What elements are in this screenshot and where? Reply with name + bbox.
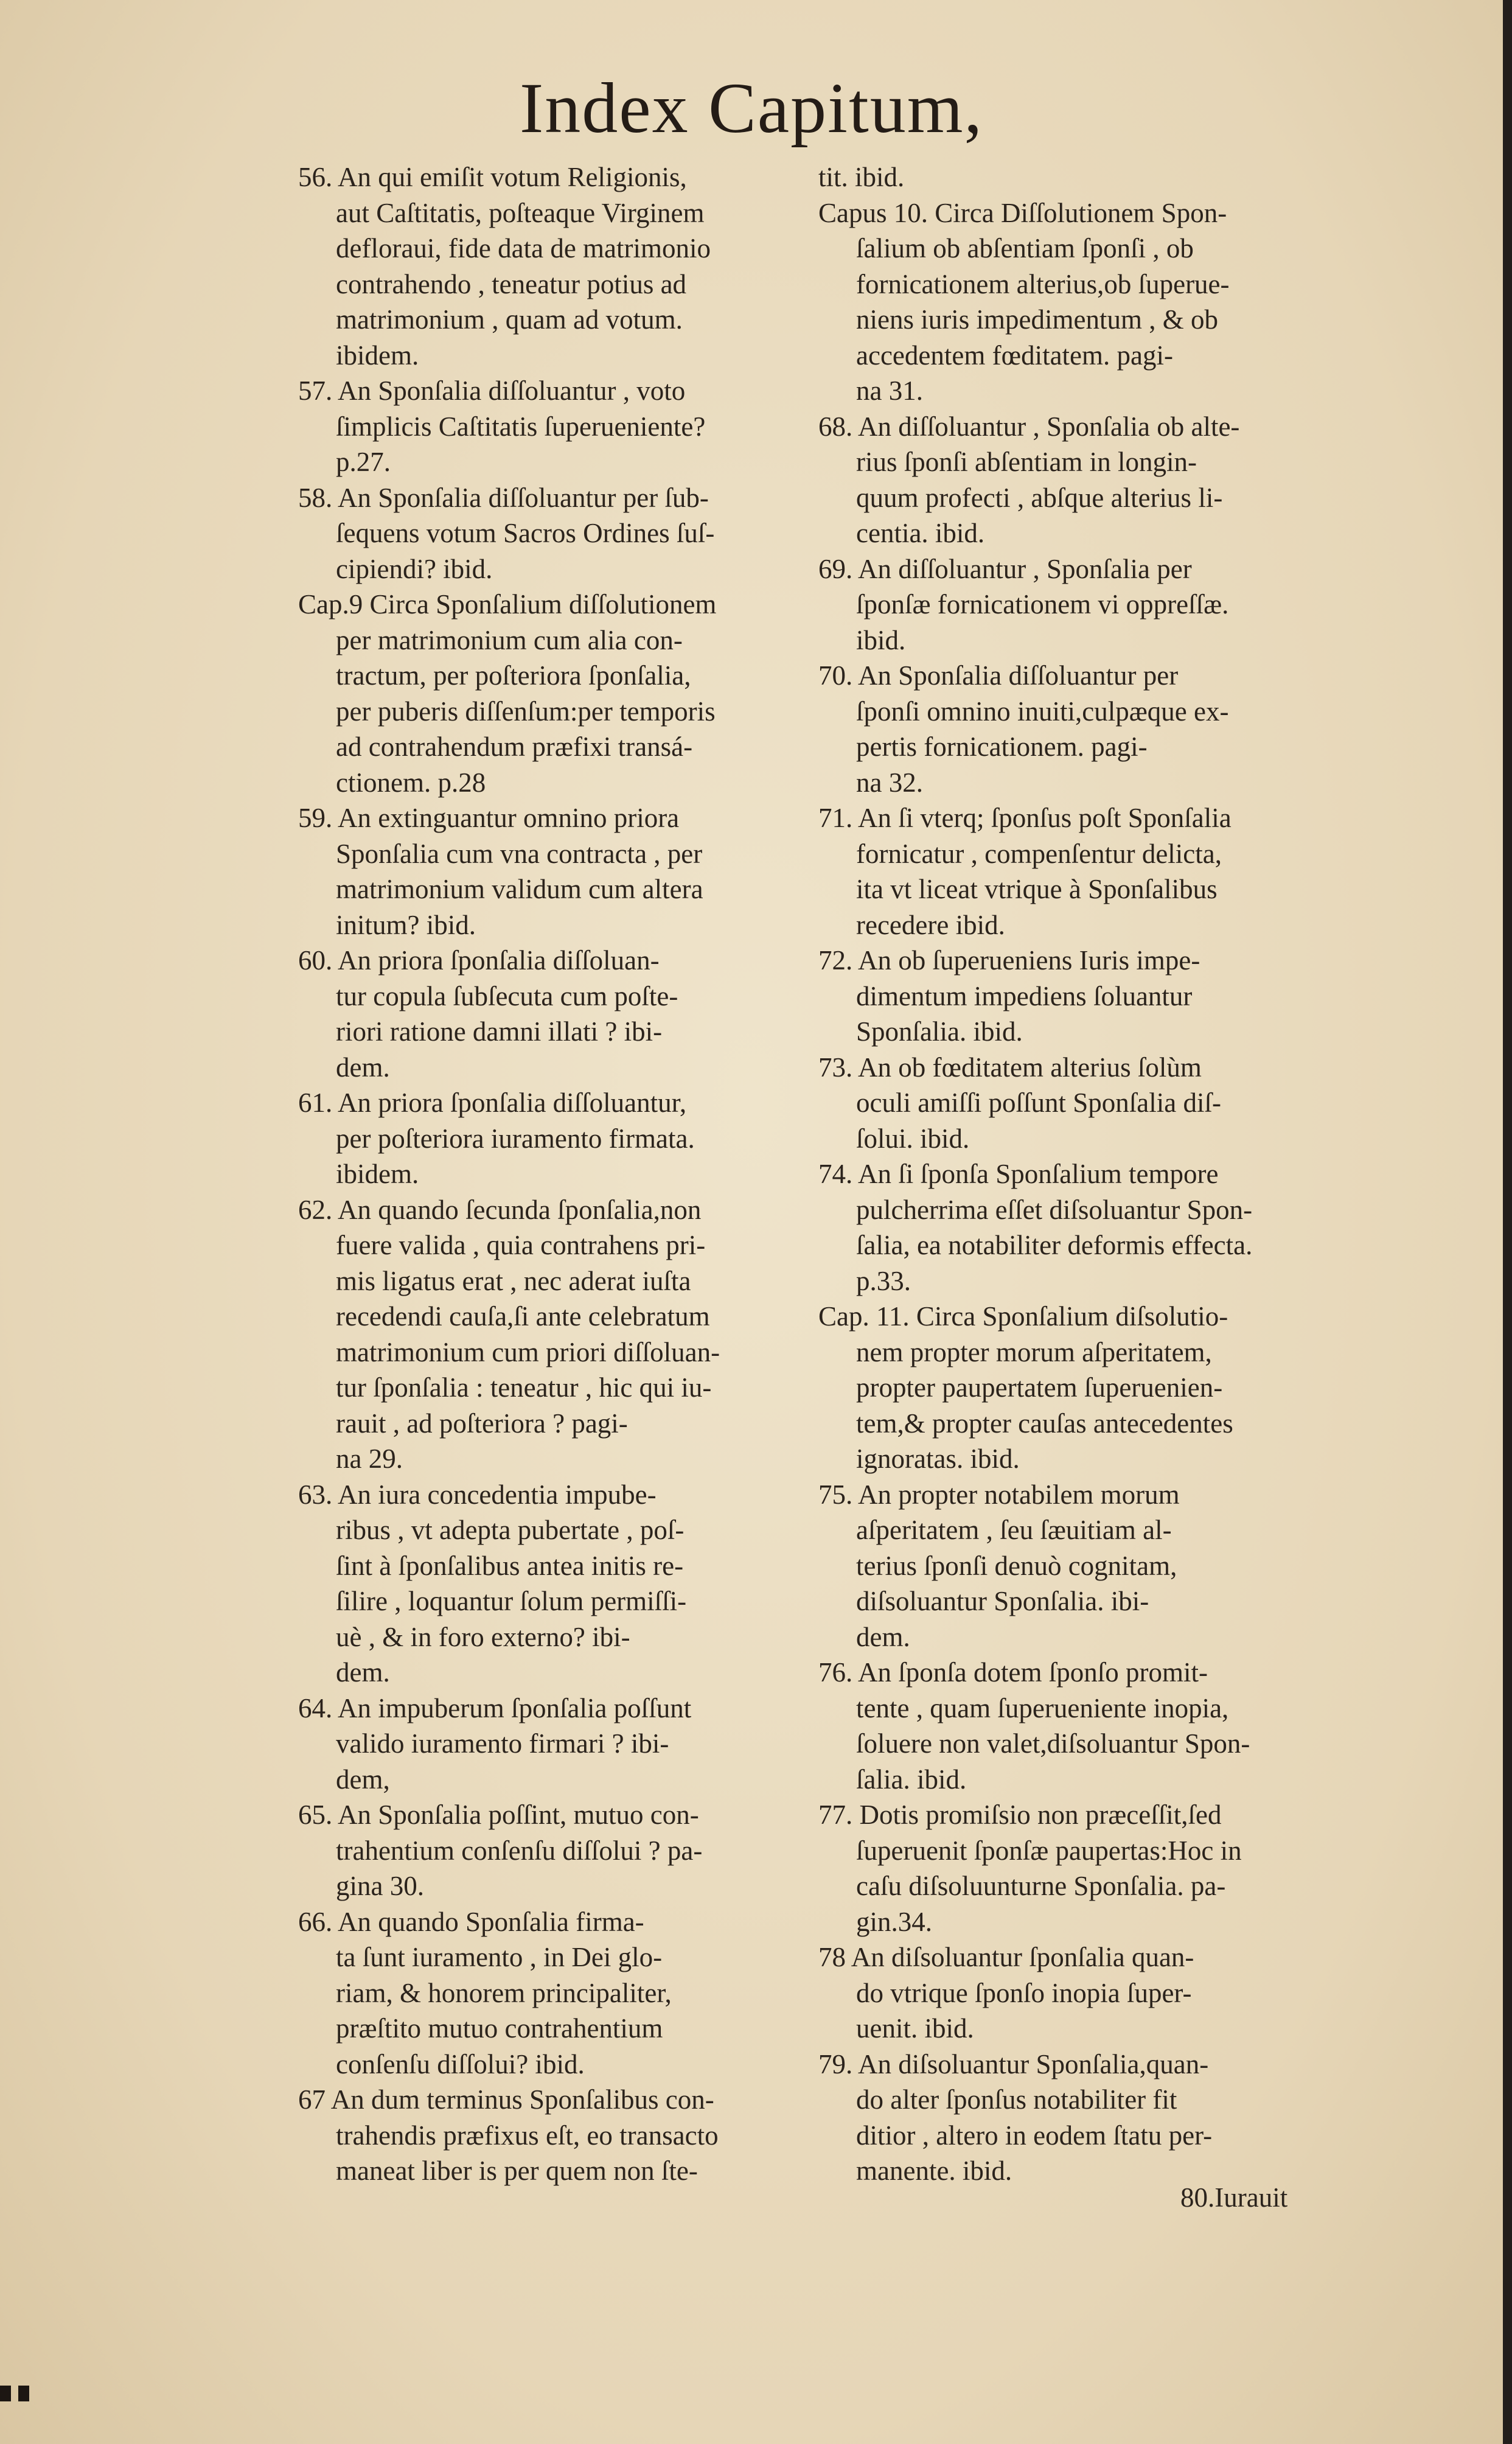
entry-line: 58. An Sponſalia diſſoluantur per ſub-: [298, 482, 709, 513]
index-entry: [818, 1299, 1317, 1477]
entry-line: Sponſalia cum vna contracta , per: [336, 838, 703, 869]
entry-line: oculi amiſſi poſſunt Sponſalia diſ-: [856, 1088, 1221, 1118]
entry-line: 62. An quando ſecunda ſponſalia,non: [298, 1194, 702, 1225]
entry-line: matrimonium , quam ad votum.: [336, 304, 683, 335]
entry-line: matrimonium cum priori diſſoluan-: [336, 1336, 720, 1367]
index-entry: [298, 1477, 834, 1691]
entry-line: 64. An impuberum ſponſalia poſſunt: [298, 1692, 692, 1723]
entry-line: niens iuris impedimentum , & ob: [856, 304, 1218, 335]
index-entry: [298, 800, 834, 943]
entry-line: ta ſunt iuramento , in Dei glo-: [336, 1942, 663, 1972]
entry-line: caſu diſsoluunturne Sponſalia. pa-: [856, 1871, 1226, 1901]
entry-line: quum profecti , abſque alterius li-: [856, 482, 1223, 513]
index-entry: [818, 1797, 1317, 1939]
entry-line: na 31.: [856, 375, 923, 406]
entry-line: ſoluere non valet,diſsoluantur Spon-: [856, 1728, 1250, 1759]
entry-line: pertis fornicationem. pagi-: [856, 731, 1148, 762]
entry-line: 60. An priora ſponſalia diſſoluan-: [298, 945, 660, 976]
entry-line: 78 An diſsoluantur ſponſalia quan-: [818, 1942, 1194, 1972]
entry-line: ſalia, ea notabiliter deformis effecta.: [856, 1230, 1253, 1260]
index-entry: [818, 1477, 1317, 1655]
entry-line: 72. An ob ſuperueniens Iuris impe-: [818, 945, 1200, 976]
index-entry: [298, 1691, 834, 1798]
index-entry: [298, 1085, 834, 1192]
entry-line: defloraui, fide data de matrimonio: [336, 233, 711, 264]
index-entry: [298, 1904, 834, 2083]
entry-line: contrahendo , teneatur potius ad: [336, 268, 687, 299]
entry-line: 61. An priora ſponſalia diſſoluantur,: [298, 1088, 687, 1118]
entry-line: gina 30.: [336, 1871, 424, 1901]
entry-line: 76. An ſponſa dotem ſponſo promit-: [818, 1657, 1208, 1688]
entry-line: initum? ibid.: [336, 909, 476, 940]
index-entry: [298, 480, 834, 587]
entry-line: dem,: [336, 1764, 390, 1795]
binding-mark: [18, 2386, 29, 2401]
entry-line: recedere ibid.: [856, 909, 1005, 940]
entry-line: ſponſæ fornicationem vi oppreſſæ.: [856, 589, 1229, 620]
index-entry: [818, 409, 1317, 551]
index-entry: [818, 943, 1317, 1050]
entry-line: ſalium ob abſentiam ſponſi , ob: [856, 233, 1194, 264]
entry-line: 79. An diſsoluantur Sponſalia,quan-: [818, 2048, 1209, 2079]
entry-line: conſenſu diſſolui? ibid.: [336, 2048, 585, 2079]
entry-line: nem propter morum aſperitatem,: [856, 1336, 1212, 1367]
entry-line: propter paupertatem ſuperuenien-: [856, 1372, 1223, 1403]
index-entry: [298, 1192, 834, 1477]
entry-line: ſolui. ibid.: [856, 1123, 970, 1154]
entry-line: 63. An iura concedentia impube-: [298, 1479, 657, 1510]
entry-line: ibidem.: [336, 1159, 419, 1189]
right-index-column: [818, 159, 1317, 2189]
index-entry: [298, 373, 834, 480]
index-entry: [818, 1050, 1317, 1157]
entry-line: 77. Dotis promiſsio non præceſſit,ſed: [818, 1800, 1222, 1830]
entry-line: tur copula ſubſecuta cum poſte-: [336, 980, 678, 1011]
entry-line: ſuperuenit ſponſæ paupertas:Hoc in: [856, 1835, 1242, 1866]
entry-line: fuere valida , quia contrahens pri-: [336, 1230, 706, 1260]
entry-line: tur ſponſalia : teneatur , hic qui iu-: [336, 1372, 712, 1403]
entry-line: 56. An qui emiſit votum Religionis,: [298, 162, 687, 192]
entry-line: na 29.: [336, 1444, 403, 1474]
entry-line: per puberis diſſenſum:per temporis: [336, 696, 716, 727]
binding-mark: [0, 2386, 11, 2401]
entry-line: dem.: [336, 1657, 390, 1688]
entry-line: 70. An Sponſalia diſſoluantur per: [818, 660, 1179, 691]
entry-line: valido iuramento firmari ? ibi-: [336, 1728, 669, 1759]
index-entry: [818, 800, 1317, 943]
entry-line: ſimplicis Caſtitatis ſuperueniente?: [336, 411, 706, 442]
entry-line: diſsoluantur Sponſalia. ibi-: [856, 1586, 1149, 1616]
entry-line: tente , quam ſuperueniente inopia,: [856, 1692, 1229, 1723]
entry-line: trahendis præfixus eſt, eo transacto: [336, 2120, 719, 2151]
entry-line: 59. An extinguantur omnino priora: [298, 803, 680, 833]
entry-line: 67 An dum terminus Sponſalibus con-: [298, 2084, 714, 2115]
entry-line: p.33.: [856, 1265, 911, 1296]
entry-line: ſalia. ibid.: [856, 1764, 967, 1795]
entry-line: cipiendi? ibid.: [336, 553, 493, 584]
entry-line: 75. An propter notabilem morum: [818, 1479, 1180, 1510]
entry-line: matrimonium validum cum altera: [336, 874, 703, 904]
entry-line: per matrimonium cum alia con-: [336, 624, 683, 655]
entry-line: ibid.: [856, 624, 906, 655]
entry-line: aut Caſtitatis, poſteaque Virginem: [336, 197, 705, 228]
entry-line: p.27.: [336, 447, 391, 477]
entry-line: ibidem.: [336, 340, 419, 371]
entry-line: 74. An ſi ſponſa Sponſalium tempore: [818, 1159, 1219, 1189]
entry-line: ribus , vt adepta pubertate , poſ-: [336, 1515, 685, 1545]
entry-line: rius ſponſi abſentiam in longin-: [856, 447, 1197, 477]
entry-line: præſtito mutuo contrahentium: [336, 2013, 663, 2044]
entry-line: dem.: [336, 1052, 390, 1083]
entry-line: 69. An diſſoluantur , Sponſalia per: [818, 553, 1192, 584]
entry-line: aſperitatem , ſeu ſæuitiam al-: [856, 1515, 1172, 1545]
entry-line: 66. An quando Sponſalia firma-: [298, 1906, 644, 1937]
entry-line: per poſteriora iuramento firmata.: [336, 1123, 695, 1154]
left-index-column: [298, 159, 834, 2189]
index-entry: [818, 1939, 1317, 2047]
entry-line: accedentem fœditatem. pagi-: [856, 340, 1173, 371]
entry-line: ſponſi omnino inuiti,culpæque ex-: [856, 696, 1229, 727]
entry-line: riori ratione damni illati ? ibi-: [336, 1016, 663, 1047]
entry-line: ctionem. p.28: [336, 767, 486, 798]
page-edge: [1503, 0, 1512, 2444]
entry-line: dem.: [856, 1621, 910, 1652]
index-entry: [818, 2047, 1317, 2189]
entry-line: do vtrique ſponſo inopia ſuper-: [856, 1977, 1192, 2008]
entry-line: recedendi cauſa,ſi ante celebratum: [336, 1301, 710, 1332]
entry-line: pulcherrima eſſet diſsoluantur Spon-: [856, 1194, 1253, 1225]
entry-line: riam, & honorem principaliter,: [336, 1977, 672, 2008]
index-entry: [818, 551, 1317, 658]
entry-line: Capus 10. Circa Diſſolutionem Spon-: [818, 197, 1227, 228]
index-entry: [298, 587, 834, 800]
index-entry: [298, 2082, 834, 2189]
entry-line: Cap.9 Circa Sponſalium diſſolutionem: [298, 589, 717, 620]
entry-line: ignoratas. ibid.: [856, 1444, 1020, 1474]
entry-line: 73. An ob fœditatem alterius ſolùm: [818, 1052, 1202, 1083]
entry-line: uè , & in foro externo? ibi-: [336, 1621, 630, 1652]
entry-line: 65. An Sponſalia poſſint, mutuo con-: [298, 1800, 699, 1830]
entry-line: ſequens votum Sacros Ordines ſuſ-: [336, 518, 715, 548]
entry-line: Cap. 11. Circa Sponſalium diſsolutio-: [818, 1301, 1228, 1332]
index-entry: [818, 195, 1317, 409]
entry-line: 71. An ſi vterq; ſponſus poſt Sponſalia: [818, 803, 1232, 833]
entry-line: fornicatur , compenſentur delicta,: [856, 838, 1222, 869]
entry-line: 57. An Sponſalia diſſoluantur , voto: [298, 375, 686, 406]
entry-line: gin.34.: [856, 1906, 933, 1937]
index-entry: [818, 658, 1317, 800]
index-entry: [818, 1156, 1317, 1299]
entry-line: ita vt liceat vtrique à Sponſalibus: [856, 874, 1218, 904]
entry-line: terius ſponſi denuò cognitam,: [856, 1550, 1177, 1581]
entry-line: do alter ſponſus notabiliter fit: [856, 2084, 1177, 2115]
entry-line: fornicationem alterius,ob ſuperue-: [856, 268, 1230, 299]
entry-line: maneat liber is per quem non ſte-: [336, 2156, 698, 2186]
page-title: Index Capitum,: [519, 68, 984, 148]
entry-line: centia. ibid.: [856, 518, 985, 548]
entry-line: tractum, per poſteriora ſponſalia,: [336, 660, 691, 691]
entry-line: trahentium conſenſu diſſolui ? pa-: [336, 1835, 703, 1866]
index-entry: [298, 1797, 834, 1904]
entry-line: ditior , altero in eodem ſtatu per-: [856, 2120, 1213, 2151]
index-entry: [818, 159, 1317, 195]
entry-line: na 32.: [856, 767, 923, 798]
entry-line: dimentum impediens ſoluantur: [856, 980, 1193, 1011]
index-entry: [298, 943, 834, 1085]
entry-line: Sponſalia. ibid.: [856, 1016, 1023, 1047]
entry-line: 68. An diſſoluantur , Sponſalia ob alte-: [818, 411, 1240, 442]
entry-line: manente. ibid.: [856, 2156, 1012, 2186]
entry-line: ad contrahendum præfixi transá-: [336, 731, 693, 762]
entry-line: mis ligatus erat , nec aderat iuſta: [336, 1265, 691, 1296]
index-entry: [818, 1655, 1317, 1797]
entry-line: rauit , ad poſteriora ? pagi-: [336, 1408, 628, 1439]
catchword: 80.Iurauit: [1180, 2182, 1288, 2213]
entry-line: ſint à ſponſalibus antea initis re-: [336, 1550, 684, 1581]
entry-line: tit. ibid.: [818, 162, 905, 192]
entry-line: tem,& propter cauſas antecedentes: [856, 1408, 1233, 1439]
index-entry: [298, 159, 834, 373]
entry-line: ſilire , loquantur ſolum permiſſi-: [336, 1586, 687, 1616]
entry-line: uenit. ibid.: [856, 2013, 974, 2044]
